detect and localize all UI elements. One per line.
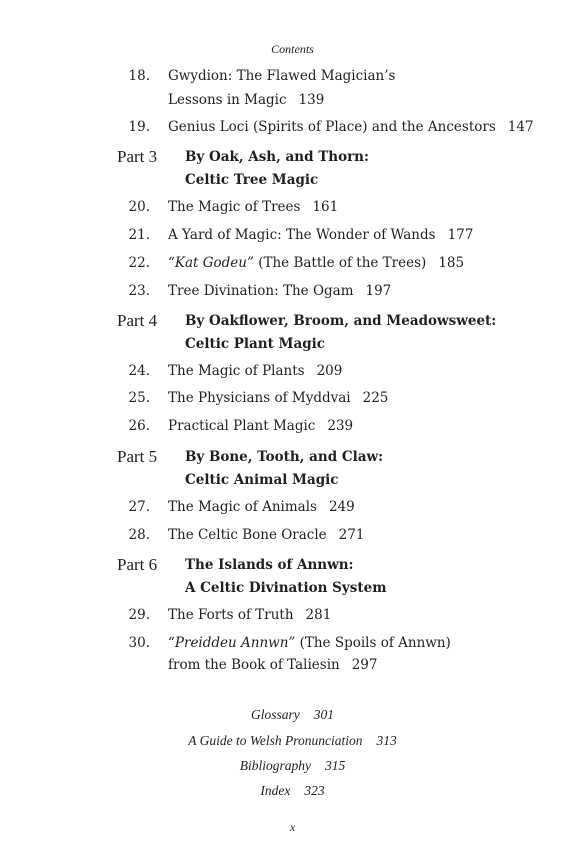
chapter-number: 23.	[128, 283, 150, 299]
back-matter-pronunciation-guide[interactable]: A Guide to Welsh Pronunciation 313	[188, 733, 397, 748]
page-number: 297	[351, 657, 378, 673]
page-number: 185	[438, 255, 465, 271]
page-number: 323	[304, 783, 325, 798]
chapter-number: 20.	[128, 199, 150, 215]
part-subtitle: Celtic Plant Magic	[185, 336, 326, 352]
chapter-number: 25.	[128, 390, 150, 406]
page-number: 147	[507, 119, 534, 135]
page-number: 139	[298, 92, 325, 108]
part-subtitle: A Celtic Divination System	[185, 580, 387, 596]
chapter-number: 27.	[128, 499, 150, 515]
back-matter-bibliography[interactable]: Bibliography 315	[239, 758, 346, 773]
chapter-title-continued: Lessons in Magic 139	[168, 92, 325, 108]
chapter-number: 30.	[128, 635, 150, 651]
part-label: Part 4	[117, 311, 158, 330]
chapter-title: “Preiddeu Annwn” (The Spoils of Annwn)	[168, 635, 451, 651]
page-number: 177	[447, 227, 474, 243]
chapter-title: The Magic of Animals 249	[168, 499, 355, 515]
page-number: 249	[328, 499, 355, 515]
part-label: Part 6	[117, 555, 158, 574]
page-number: 225	[362, 390, 389, 406]
part-title: By Oakflower, Broom, and Meadowsweet:	[185, 313, 497, 329]
chapter-title: “Kat Godeu” (The Battle of the Trees) 185	[168, 255, 465, 271]
back-matter-index[interactable]: Index 323	[260, 783, 325, 798]
chapter-number: 19.	[128, 119, 150, 135]
chapter-title: Practical Plant Magic 239	[168, 418, 354, 434]
part-subtitle: Celtic Animal Magic	[185, 472, 339, 488]
running-header: Contents	[271, 42, 314, 56]
chapter-number: 21.	[128, 227, 150, 243]
chapter-title: Gwydion: The Flawed Magician’s	[168, 68, 396, 84]
page-number: 315	[325, 758, 346, 773]
page-number: 281	[305, 607, 332, 623]
part-subtitle: Celtic Tree Magic	[185, 172, 319, 188]
chapter-number: 24.	[128, 363, 150, 379]
part-title: The Islands of Annwn:	[185, 557, 354, 573]
chapter-title: Genius Loci (Spirits of Place) and the Ancestors 147	[168, 119, 534, 135]
chapter-title: Tree Divination: The Ogam 197	[168, 283, 392, 299]
chapter-number: 22.	[128, 255, 150, 271]
part-title: By Oak, Ash, and Thorn:	[185, 149, 369, 165]
part-title: By Bone, Tooth, and Claw:	[185, 449, 384, 465]
page-number: 301	[313, 707, 334, 722]
page-number: 161	[312, 199, 339, 215]
chapter-title: The Forts of Truth 281	[168, 607, 332, 623]
page-number: 197	[365, 283, 392, 299]
chapter-number: 18.	[128, 68, 150, 84]
chapter-title: The Magic of Plants 209	[168, 363, 343, 379]
part-label: Part 3	[117, 147, 158, 166]
page-folio: x	[289, 820, 296, 834]
chapter-title: The Physicians of Myddvai 225	[168, 390, 389, 406]
chapter-number: 26.	[128, 418, 150, 434]
chapter-number: 29.	[128, 607, 150, 623]
page-number: 209	[316, 363, 343, 379]
page-number: 271	[338, 527, 365, 543]
chapter-title: The Celtic Bone Oracle 271	[168, 527, 365, 543]
page-number: 313	[376, 733, 397, 748]
chapter-title: A Yard of Magic: The Wonder of Wands 177	[168, 227, 474, 243]
chapter-title-continued: from the Book of Taliesin 297	[168, 657, 378, 673]
page-number: 239	[327, 418, 354, 434]
part-label: Part 5	[117, 447, 158, 466]
chapter-number: 28.	[128, 527, 150, 543]
back-matter-glossary[interactable]: Glossary 301	[250, 707, 334, 722]
chapter-title: The Magic of Trees 161	[168, 199, 339, 215]
